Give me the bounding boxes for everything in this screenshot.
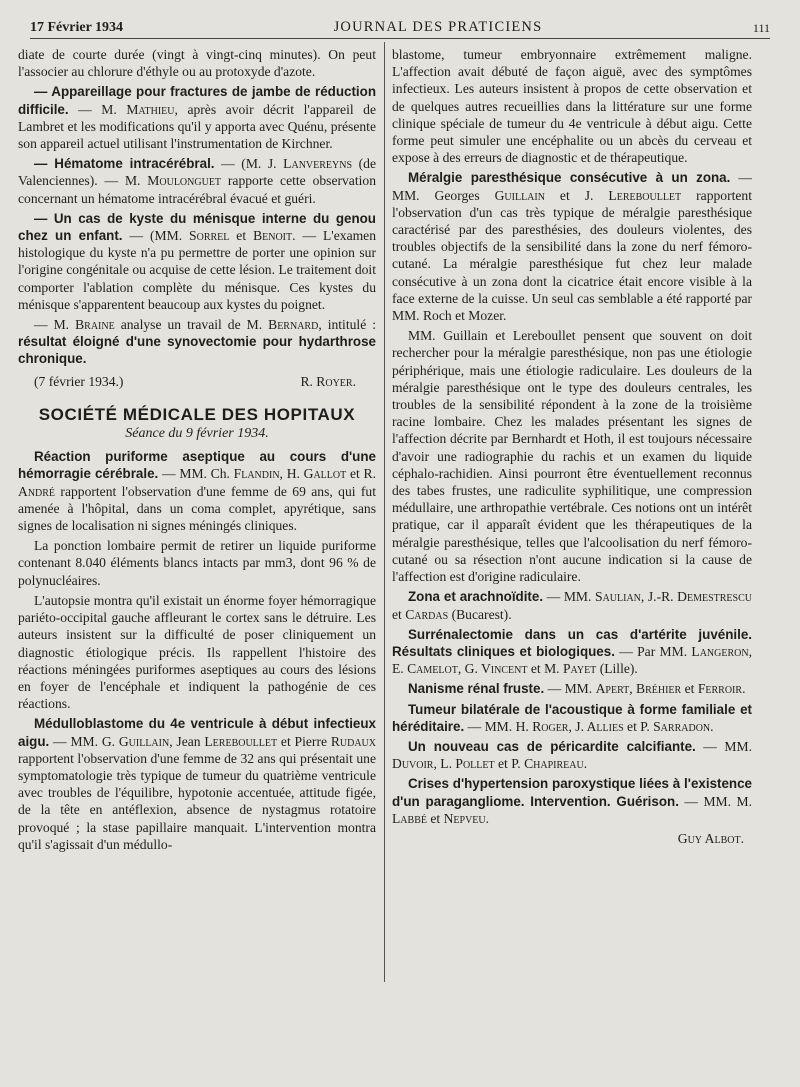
author-name: Guillain (118, 733, 170, 749)
author-name: Payet (562, 661, 597, 677)
article-appareillage: — Appareillage pour fractures de jambe de réduction difficile. — M. Mathieu, après avoir décrit l'appareil de Lambret et les modifications qu'il y apporta avec Quénu, présente son appareil actuel utilisant l'instrumentation de Kirchner. (18, 84, 376, 152)
section-signature (18, 371, 376, 390)
article-title: Médulloblastome du 4e ventricule à début infectieux aigu. (18, 716, 376, 749)
author-name: Guillain (494, 187, 545, 203)
article-title: Crises d'hypertension paroxystique liées à l'existence d'un paragangliome. Intervention. Guérison. (392, 776, 752, 809)
author-name: Nepveu (443, 810, 486, 826)
header-date: 17 Février 1934 (30, 20, 124, 35)
article-title: Réaction puriforme aseptique au cours d'une hémorragie cérébrale. (18, 449, 376, 482)
society-heading: SOCIÉTÉ MÉDICALE DES HOPITAUX (38, 404, 356, 424)
author-name: Langeron, E. Camelot, G. Vincent (392, 643, 752, 677)
article-nanisme-renal: Nanisme rénal fruste. — MM. Apert, Bréhier et Ferroir. (408, 681, 746, 697)
right-column (392, 46, 752, 847)
author-name: Lanvereyns (283, 156, 353, 172)
author-name: Lereboullet (204, 733, 278, 749)
header-page-number: 111 (752, 21, 770, 35)
article-medulloblastome: Médulloblastome du 4e ventricule à début infectieux aigu. — MM. G. Guillain, Jean Lereboullet et Pierre Rudaux rapportent l'observation d'une femme de 32 ans qui présentait une symptomatologie très typique de tumeur du quatrième ventricule avec troubles de l'équilibre, hypotonie accentuée, attitude figée, de la tête en antéflexion, absence de nystagmus rotatoire provoqué ; la stase papillaire manquait. L'intervention montra qu'il s'agissait d'un médullo- (18, 716, 376, 852)
author-name: Apert, Bréhier (595, 681, 682, 697)
article-surrenalectomie: Surrénalectomie dans un cas d'artérite juvénile. Résultats cliniques et biologiques. — Par MM. Langeron, E. Camelot, G. Vincent et M. Payet (Lille). (392, 626, 752, 677)
author-name: Labbé (392, 810, 427, 826)
article-title: résultat éloigné d'une synovectomie pour hydarthrose chronique. (18, 334, 376, 367)
author-name: Saulian, J.-R. Demestrescu (595, 589, 752, 605)
article-title: — Un cas de kyste du ménisque interne du genou chez un enfant. (18, 210, 376, 244)
article-meralgie: Méralgie paresthésique consécutive à un zona. — MM. Georges Guillain et J. Lereboullet rapportent l'observation d'un cas très typique de méralgie paresthésique caractérisé par des paresthésies, des douleurs violentes, des troubles objectifs de la sensibilité dans la zone du nerf fémoro-cutané. La méralgie paresthésique fut chez leur malade consécutive à un zona dont la cicatrice était encore visible à la face externe de la cuisse. Un seul cas semblable a été rapporté par MM. Roch et Mozer. (392, 170, 752, 324)
article-hematome: — Hématome intracérébral. — (M. J. Lanvereyns (de Valenciennes). — M. Moulonguet rapporte cette observation concernant un hématome intracérébral évacué et guéri. (18, 156, 376, 206)
column-divider (384, 42, 385, 982)
signature-name: R. Royer. (300, 373, 356, 389)
article-reaction-puriforme: Réaction puriforme aseptique au cours d'une hémorragie cérébrale. — MM. Ch. Flandin, H. Gallot et R. André rapportent l'observation d'une femme de 69 ans, qui fut amenée à l'hôpital, dans un coma complet, apyrétique, sans signes de localisation ni signes méningés cliniques. (18, 449, 376, 534)
paragraph: MM. Guillain et Lereboullet pensent que souvent on doit rechercher pour la méralgie paresthésique, non pas une étiologie périphérique, mais une étiologie radiculaire. Les douleurs de la méralgie paresthésique ont le type des douleurs centrales, les troubles de la sensibilité répondent à la zone de la troisième racine lombaire. Chez les malades présentant les signes de l'affection décrite par Bernhardt et Hoth, il est toujours nécessaire d'avoir une radiographie du rachis et un examen du liquide céphalo-rachidien. Ainsi pourront être éventuellement reconnus des tabes frustes, une radiculite syphilitique, une compression médullaire, une arthropathie vertébrale. Ces notions ont un intérêt pratique, car il apparaît évident que les thérapeutiques de la méralgie paresthésique, telles que l'alcoolisation du nerf fémoro-cutané ou sa résection n'ont aucune indication si la cause de l'affection est d'origine radiculaire. (392, 328, 752, 585)
header-journal-title: JOURNAL DES PRATICIENS (333, 19, 543, 35)
author-name: Rudaux (330, 733, 376, 749)
author-name: André (18, 483, 56, 499)
article-title: Méralgie paresthésique consécutive à un zona. (408, 170, 731, 186)
paragraph-continued: blastome, tumeur embryonnaire extrêmement maligne. L'affection avait débuté de façon aiguë, avec des symptômes infectieux. Les auteurs insistent à propos de cette observation et de quelques autres recueillies dans la littérature sur une forme clinique spéciale de tumeur du 4e ventricule à début aigu. Cette forme peut simuler une encéphalite ou un abcès du cerveau et expose à des erreurs de diagnostic et de thérapeutique. (392, 47, 752, 166)
author-name: Mathieu (126, 101, 175, 117)
section-signature: Guy Albot. (677, 830, 744, 846)
author-name: Lereboullet (608, 187, 682, 203)
paragraph: La ponction lombaire permit de retirer un liquide puriforme contenant 8.040 éléments blancs intacts par mm3, dont 96 % de polynucléaires. (18, 538, 376, 588)
author-name: Bernard (268, 317, 319, 333)
article-title: Tumeur bilatérale de l'acoustique à forme familiale et héréditaire. (392, 701, 752, 734)
article-zona-arachnoidite: Zona et arachnoïdite. — MM. Saulian, J.-R. Demestrescu et Cardas (Bucarest). (392, 589, 752, 622)
article-paragangliome: Crises d'hypertension paroxystique liées à l'existence d'un paragangliome. Intervention. Guérison. — MM. M. Labbé et Nepveu. (392, 776, 752, 826)
article-pericardite: Un nouveau cas de péricardite calcifiante. — MM. Duvoir, L. Pollet et P. Chapireau. (392, 738, 752, 772)
article-title: — Hématome intracérébral. (34, 156, 215, 172)
author-name: Moulonguet (147, 173, 222, 189)
author-name: Duvoir, L. Pollet (392, 756, 495, 772)
article-title: — Appareillage pour fractures de jambe de réduction difficile. (18, 84, 376, 117)
seance-date: Séance du 9 février 1934. (125, 426, 269, 442)
author-name: Chapireau (524, 756, 584, 772)
article-synovectomie: — M. Braine analyse un travail de M. Bernard, intitulé : résultat éloigné d'une synovectomie pour hydarthrose chronique. (18, 317, 376, 367)
article-title: Nanisme rénal fruste. (408, 681, 545, 697)
paragraph-continued: diate de courte durée (vingt à vingt-cinq minutes). On peut l'associer au chlorure d'éthyle ou au protoxyde d'azote. (18, 47, 376, 80)
author-name: Cardas (405, 606, 449, 622)
author-name: Ferroir (697, 681, 743, 697)
author-name: Flandin, H. Gallot (233, 466, 347, 482)
left-column (18, 46, 376, 856)
article-title: Zona et arachnoïdite. (408, 589, 544, 605)
author-name: Sorrel (189, 228, 230, 244)
running-header (30, 14, 770, 39)
author-name: Sarradon (653, 718, 711, 734)
author-name: Braine (75, 317, 115, 333)
article-kyste-menisque: — Un cas de kyste du ménisque interne du genou chez un enfant. — (MM. Sorrel et Benoit. — L'examen histologique du kyste n'a pu permettre de porter une opinion sur l'origine congénitale ou acquise de cette lésion. Le traitement doit comporter l'ablation complète du ménisque. Ces kystes du ménisque s'apparentent beaucoup aux kystes du poignet. (18, 210, 377, 312)
paragraph: L'autopsie montra qu'il existait un énorme foyer hémorragique pariéto-occipital gauche affleurant le cortex sans le détruire. Les auteurs insistent sur la difficulté de poser cliniquement un diagnostic étiologique précis. Ils rappellent l'histoire des réactions méningées puriformes aseptiques au cours des lésions en foyer de l'encéphale et indiquent la pathogénie de ces réactions. (18, 592, 376, 712)
signature-date: (7 février 1934.) (34, 373, 124, 389)
author-name: Roger, J. Allies (532, 718, 624, 734)
author-name: Benoit (253, 228, 293, 244)
article-tumeur-acoustique: Tumeur bilatérale de l'acoustique à forme familiale et héréditaire. — MM. H. Roger, J. Allies et P. Sarradon. (392, 701, 752, 734)
article-title: Un nouveau cas de péricardite calcifiante. (408, 738, 696, 754)
article-title: Surrénalectomie dans un cas d'artérite juvénile. Résultats cliniques et biologiques. (392, 626, 752, 659)
